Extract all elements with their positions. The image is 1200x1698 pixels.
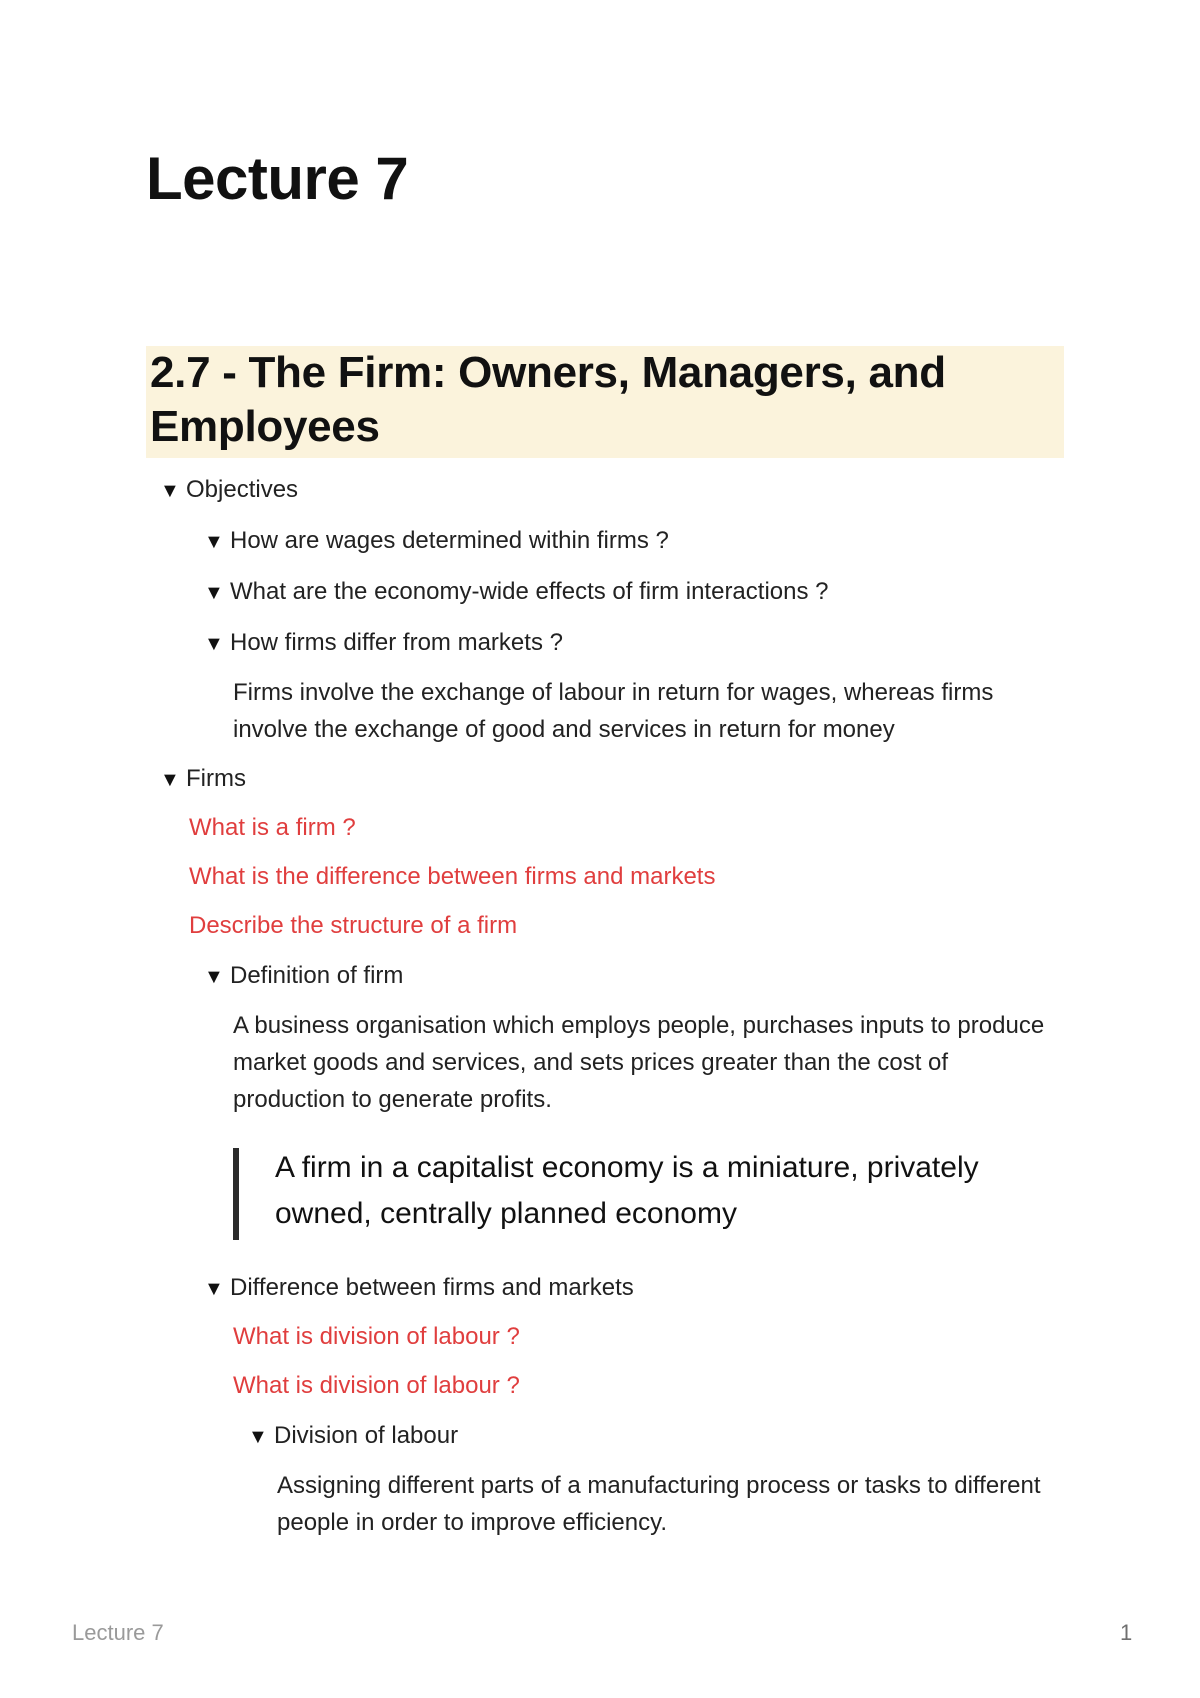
triangle-down-icon[interactable]: ▼ <box>204 582 224 604</box>
question-firms-vs-markets: What is the difference between firms and markets <box>189 863 716 890</box>
question-what-is-firm: What is a firm ? <box>189 814 356 841</box>
page-number: 1 <box>1120 1620 1133 1645</box>
markets-answer-text: Firms involve the exchange of labour in return for wages, whereas firms involve the exchange of good and services in return for money <box>233 679 994 743</box>
toggle-label: How firms differ from markets ? <box>230 629 563 656</box>
triangle-down-icon[interactable]: ▼ <box>204 633 224 655</box>
triangle-down-icon[interactable]: ▼ <box>160 480 180 502</box>
toggle-label: Objectives <box>186 476 299 503</box>
triangle-down-icon[interactable]: ▼ <box>204 1278 224 1300</box>
page-title: Lecture 7 <box>146 145 409 212</box>
triangle-down-icon[interactable]: ▼ <box>160 769 180 791</box>
toggle-markets-question[interactable] <box>204 629 563 658</box>
toggle-label: Division of labour <box>274 1422 459 1449</box>
section-heading: 2.7 - The Firm: Owners, Managers, and Employees <box>146 346 1064 458</box>
question-division-of-labour: What is division of labour ? <box>233 1372 520 1399</box>
toggle-difference[interactable] <box>204 1274 634 1303</box>
toggle-definition-of-firm[interactable] <box>204 962 403 991</box>
toggle-label: What are the economy-wide effects of firm interactions ? <box>230 578 829 605</box>
toggle-label: Definition of firm <box>230 962 404 989</box>
toggle-label: Firms <box>186 765 246 792</box>
question-firm-structure: Describe the structure of a firm <box>189 912 518 939</box>
question-division-of-labour: What is division of labour ? <box>233 1323 520 1350</box>
toggle-division-of-labour[interactable] <box>248 1422 458 1451</box>
quote-text: A firm in a capitalist economy is a miniature, privately owned, centrally planned economy <box>275 1151 979 1230</box>
definition-text: A business organisation which employs people, purchases inputs to produce market goods and services, and sets prices greater than the cost of production to generate profits. <box>233 1012 1045 1113</box>
toggle-firms[interactable] <box>160 765 246 794</box>
toggle-label: Difference between firms and markets <box>230 1274 634 1301</box>
toggle-wages-question[interactable] <box>204 527 669 556</box>
quote-block <box>233 1148 1069 1240</box>
toggle-economy-question[interactable] <box>204 578 829 607</box>
triangle-down-icon[interactable]: ▼ <box>248 1426 268 1448</box>
triangle-down-icon[interactable]: ▼ <box>204 966 224 988</box>
toggle-label: How are wages determined within firms ? <box>230 527 669 554</box>
toggle-objectives[interactable] <box>160 476 298 505</box>
triangle-down-icon[interactable]: ▼ <box>204 531 224 553</box>
footer-doc-title: Lecture 7 <box>72 1620 164 1645</box>
division-text: Assigning different parts of a manufacturing process or tasks to different people in order to improve efficiency. <box>277 1472 1041 1536</box>
